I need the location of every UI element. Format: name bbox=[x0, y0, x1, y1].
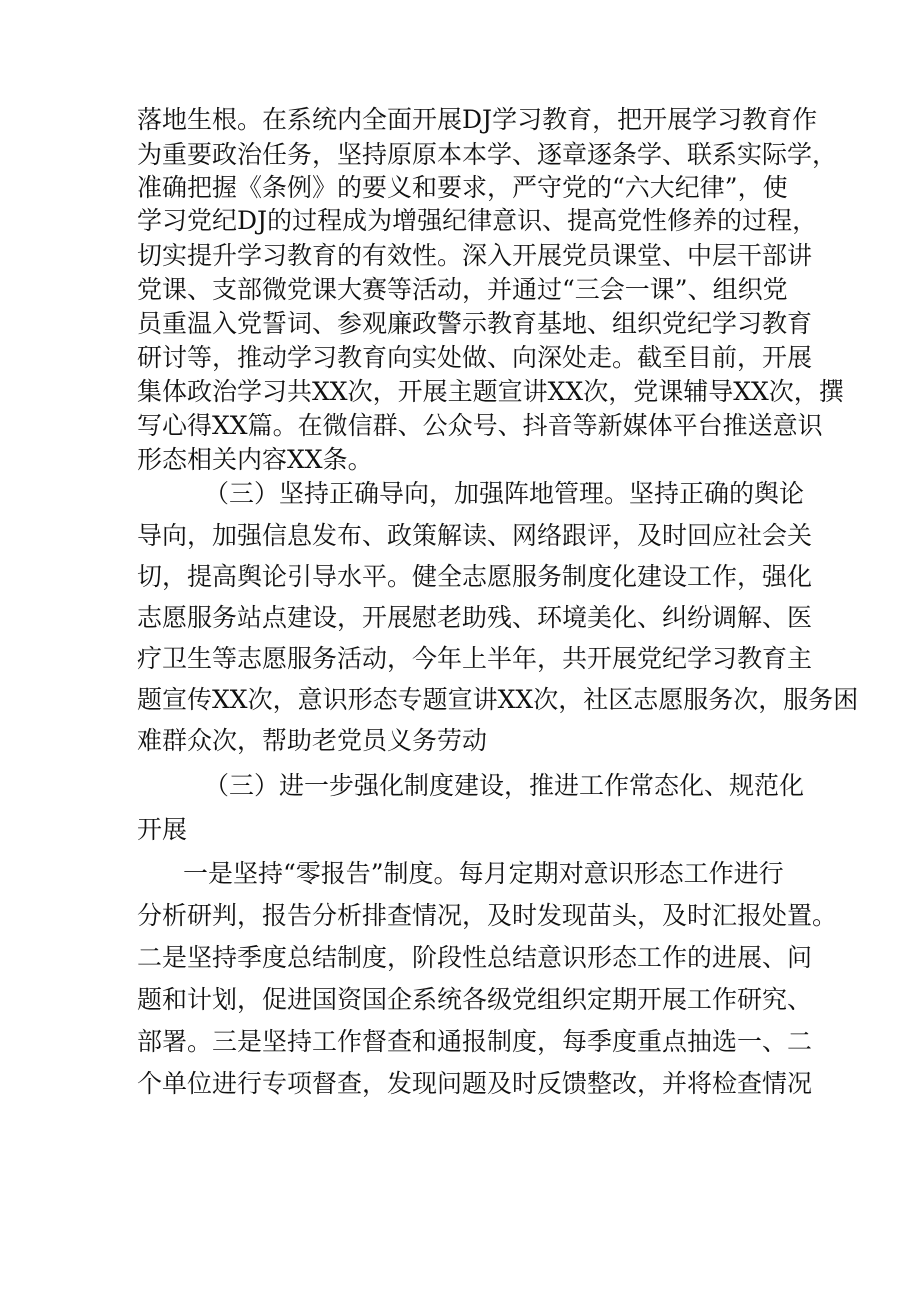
paragraph-2-line-4 bbox=[0, 598, 920, 638]
paragraph-1-line-5-text: 切实提升学习教育的有效性。深入开展党员课堂、中层干部讲 bbox=[137, 241, 813, 270]
paragraph-4-line-2-text: 分析研判，报告分析排查情况，及时发现苗头，及时汇报处置。 bbox=[137, 901, 838, 930]
paragraph-2-line-7-text: 难群众次，帮助老党员义务劳动 bbox=[137, 726, 488, 755]
paragraph-1-line-7-text: 员重温入党誓词、参观廉政警示教育基地、组织党纪学习教育 bbox=[137, 309, 813, 338]
paragraph-1-line-1 bbox=[0, 100, 920, 140]
paragraph-4-line-3-text: 二是坚持季度总结制度，阶段性总结意识形态工作的进展、问 bbox=[137, 943, 813, 972]
paragraph-2-line-7 bbox=[0, 721, 920, 761]
paragraph-2-line-5-text: 疗卫生等志愿服务活动，今年上半年，共开展党纪学习教育主 bbox=[137, 644, 813, 673]
paragraph-1-line-4 bbox=[0, 201, 920, 241]
paragraph-2-line-2 bbox=[0, 516, 920, 556]
paragraph-1-line-2-text: 为重要政治任务，坚持原原本本学、逐章逐条学、联系实际学， bbox=[137, 140, 838, 169]
paragraph-4-line-6 bbox=[0, 1064, 920, 1104]
paragraph-1-line-8-text: 研讨等，推动学习教育向实处做、向深处走。截至目前，开展 bbox=[137, 343, 813, 372]
paragraph-2-line-1 bbox=[0, 474, 920, 514]
paragraph-2-line-3 bbox=[0, 557, 920, 597]
paragraph-4-line-3 bbox=[0, 938, 920, 978]
paragraph-1-line-11-text: 形态相关内容XX条。 bbox=[137, 445, 373, 474]
paragraph-1-line-9-text: 集体政治学习共XX次，开展主题宣讲XX次，党课辅导XX次，撰 bbox=[137, 377, 844, 406]
paragraph-2-line-2-text: 导向，加强信息发布、政策解读、网络跟评，及时回应社会关 bbox=[137, 521, 813, 550]
paragraph-1-line-10-text: 写心得XX篇。在微信群、公众号、抖音等新媒体平台推送意识 bbox=[137, 411, 823, 440]
paragraph-1-line-1-text: 落地生根。在系统内全面开展DJ学习教育，把开展学习教育作 bbox=[137, 105, 818, 134]
paragraph-2-line-1-text: （三）坚持正确导向，加强阵地管理。坚持正确的舆论 bbox=[204, 479, 805, 508]
paragraph-4-line-6-text: 个单位进行专项督查，发现问题及时反馈整改，并将检查情况 bbox=[137, 1069, 813, 1098]
paragraph-4-line-1 bbox=[0, 854, 920, 894]
paragraph-1-line-6-text: 党课、支部微党课大赛等活动，并通过“三会一课”、组织党 bbox=[137, 275, 788, 304]
paragraph-2-line-3-text: 切，提高舆论引导水平。健全志愿服务制度化建设工作，强化 bbox=[137, 562, 813, 591]
paragraph-3-line-2 bbox=[0, 810, 920, 850]
paragraph-4-line-5-text: 部署。三是坚持工作督查和通报制度，每季度重点抽选一、二 bbox=[137, 1027, 813, 1056]
paragraph-4-line-2 bbox=[0, 896, 920, 936]
paragraph-2-line-6-text: 题宣传XX次，意识形态专题宣讲XX次，社区志愿服务次，服务困 bbox=[137, 685, 859, 714]
paragraph-4-line-4 bbox=[0, 980, 920, 1020]
paragraph-3-line-1-text: （三）进一步强化制度建设，推进工作常态化、规范化 bbox=[204, 771, 805, 800]
paragraph-1-line-4-text: 学习党纪DJ的过程成为增强纪律意识、提高党性修养的过程， bbox=[137, 206, 818, 235]
paragraph-1-line-3-text: 准确把握《条例》的要义和要求，严守党的“六大纪律”，使 bbox=[137, 173, 788, 202]
paragraph-4-line-5 bbox=[0, 1022, 920, 1062]
paragraph-3-line-1 bbox=[0, 766, 920, 806]
paragraph-2-line-6 bbox=[0, 680, 920, 720]
paragraph-4-line-1-text: 一是坚持“零报告”制度。每月定期对意识形态工作进行 bbox=[183, 859, 784, 888]
paragraph-3-line-2-text: 开展 bbox=[137, 815, 188, 844]
paragraph-2-line-5 bbox=[0, 639, 920, 679]
paragraph-4-line-4-text: 题和计划，促进国资国企系统各级党组织定期开展工作研究、 bbox=[137, 985, 813, 1014]
paragraph-2-line-4-text: 志愿服务站点建设，开展慰老助残、环境美化、纠纷调解、医 bbox=[137, 603, 813, 632]
